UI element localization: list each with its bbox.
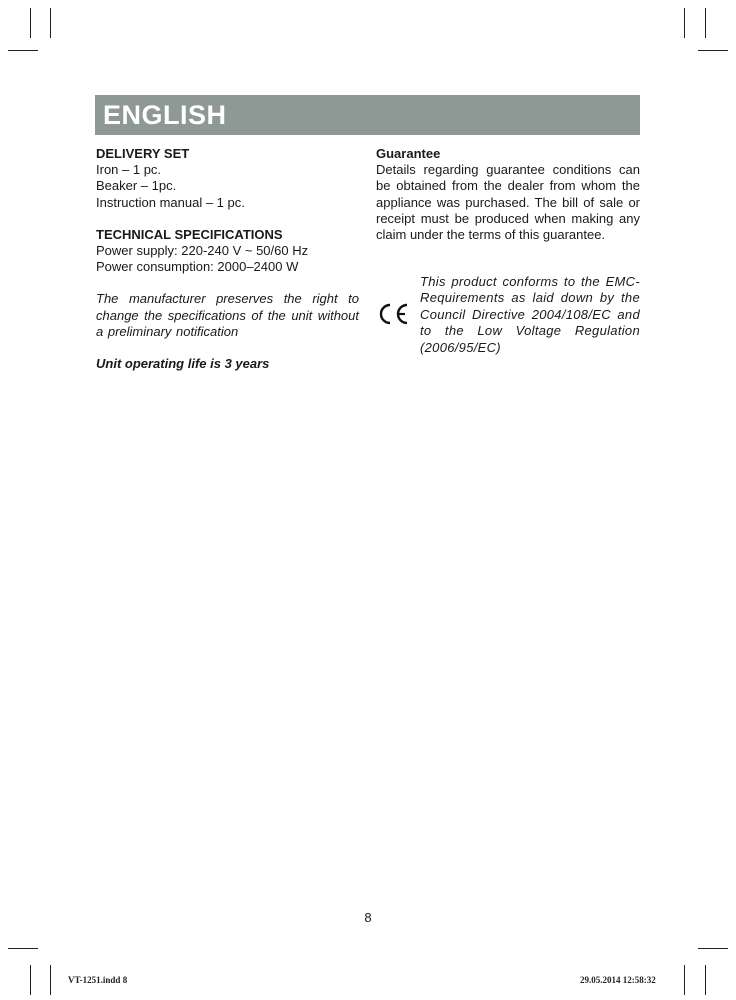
spec-item: Power consumption: 2000–2400 W (96, 259, 299, 275)
spec-item: Power supply: 220-240 V ~ 50/60 Hz (96, 243, 309, 259)
right-column (376, 146, 640, 243)
guarantee-text: Details regarding guarantee conditions can be obtained from the dealer from whom the appliance was purchased. The bill of sale or receipt must be produced when making any claim under the terms of this guarantee. (376, 162, 640, 243)
delivery-item: Instruction manual – 1 pc. (96, 194, 245, 210)
operating-life: Unit operating life is 3 years (96, 356, 270, 372)
delivery-item: Beaker – 1pc. (96, 178, 177, 194)
file-slug: VT-1251.indd 8 (68, 975, 128, 985)
ce-notice-text: This product conforms to the EMC-Requirements as laid down by the Council Directive 2004/108/EC and to the Low Voltage Regulation (2006/95/EC) (420, 274, 640, 355)
crop-mark (8, 50, 38, 51)
crop-mark (698, 948, 728, 949)
crop-mark (684, 965, 685, 995)
crop-mark (705, 8, 706, 38)
delivery-item: Iron – 1 pc. (96, 162, 162, 178)
date-slug: 29.05.2014 12:58:32 (580, 975, 656, 985)
guarantee-heading: Guarantee (376, 146, 441, 161)
manufacturer-notice: The manufacturer preserves the right to change the specifications of the unit without a preliminary notification (96, 291, 359, 339)
ce-mark-icon (378, 302, 410, 326)
crop-mark (30, 965, 31, 995)
language-header (95, 95, 640, 135)
left-column (96, 146, 359, 372)
ce-conformity-block (376, 274, 640, 356)
page-number: 8 (364, 910, 372, 925)
delivery-set-heading: DELIVERY SET (96, 146, 190, 161)
crop-mark (30, 8, 31, 38)
crop-mark (50, 965, 51, 995)
crop-mark (8, 948, 38, 949)
crop-mark (705, 965, 706, 995)
crop-mark (684, 8, 685, 38)
crop-mark (50, 8, 51, 38)
language-title: ENGLISH (103, 100, 227, 130)
tech-spec-heading: TECHNICAL SPECIFICATIONS (96, 226, 283, 242)
crop-mark (698, 50, 728, 51)
